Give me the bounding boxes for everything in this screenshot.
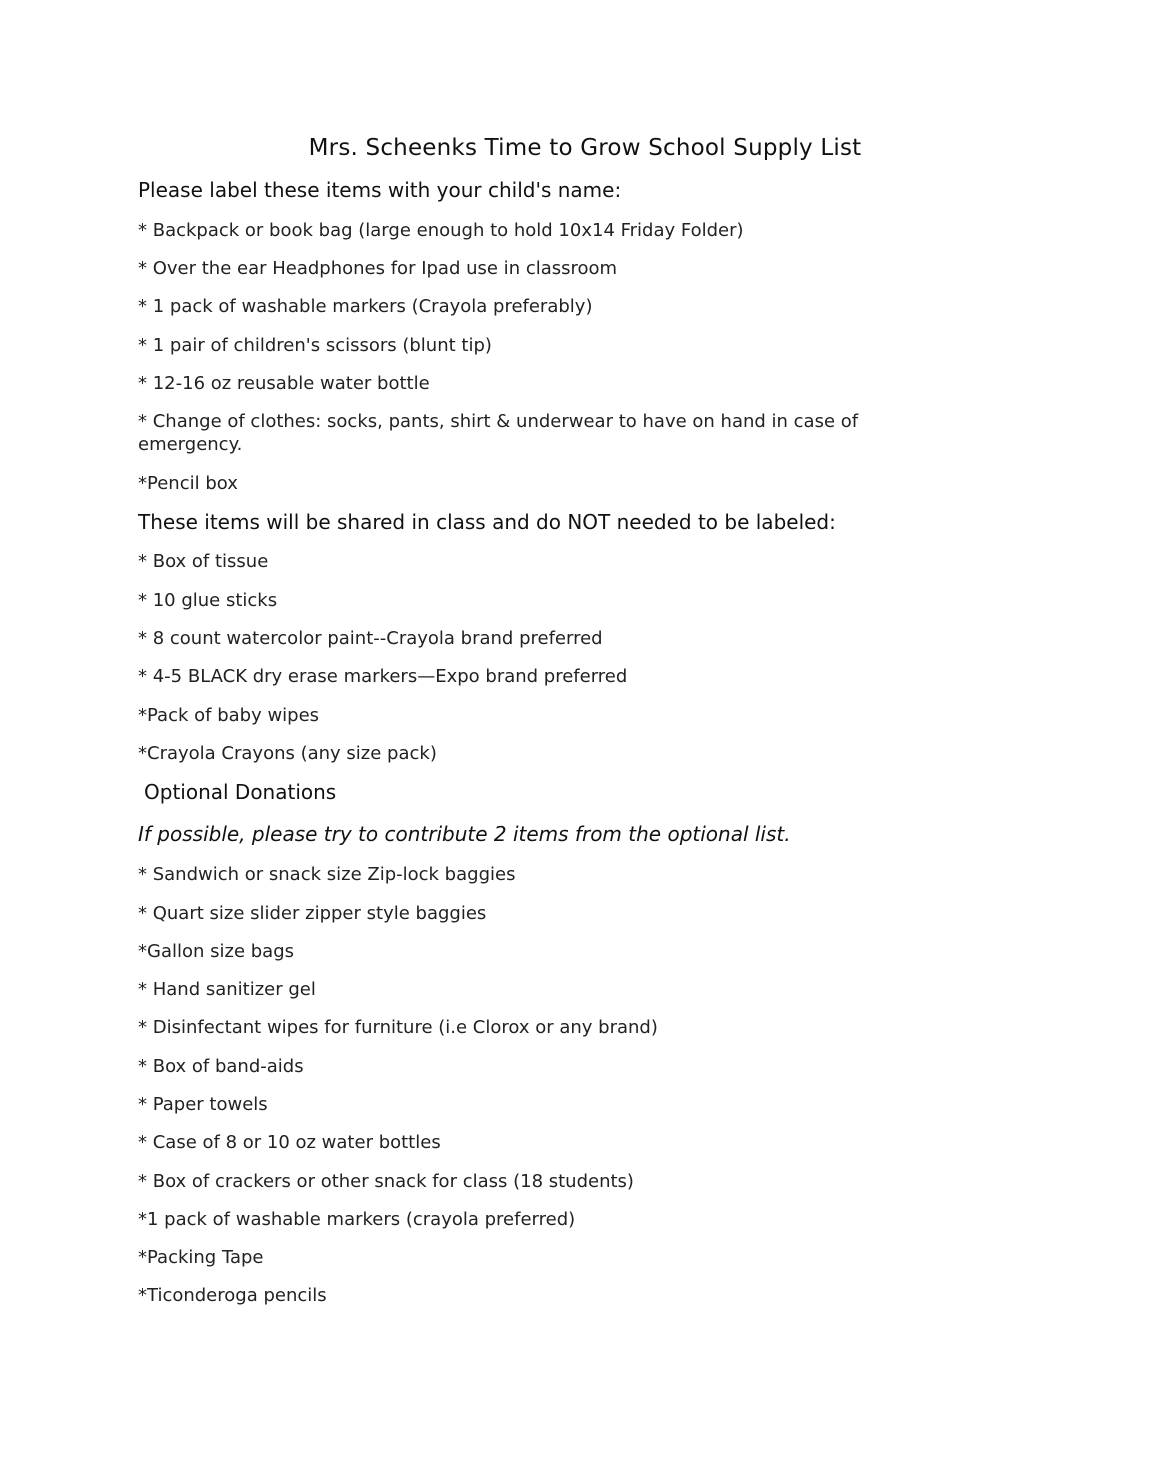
- list-item: * Paper towels: [138, 1094, 268, 1115]
- list-item: *Crayola Crayons (any size pack): [138, 743, 437, 764]
- list-item: * Case of 8 or 10 oz water bottles: [138, 1132, 441, 1153]
- list-item: * 1 pack of washable markers (Crayola preferably): [138, 296, 593, 317]
- list-item: *1 pack of washable markers (crayola preferred): [138, 1209, 576, 1230]
- list-item: *Pencil box: [138, 473, 238, 494]
- list-item: * 1 pair of children's scissors (blunt tip): [138, 335, 492, 356]
- section-heading-labeled: Please label these items with your child's name:: [138, 178, 622, 202]
- list-item: * 8 count watercolor paint--Crayola brand preferred: [138, 628, 603, 649]
- list-item: * Disinfectant wipes for furniture (i.e Clorox or any brand): [138, 1017, 658, 1038]
- list-item: * Hand sanitizer gel: [138, 979, 316, 1000]
- optional-note: If possible, please try to contribute 2 items from the optional list.: [138, 822, 791, 846]
- list-item: *Packing Tape: [138, 1247, 264, 1268]
- section-heading-shared: These items will be shared in class and do NOT needed to be labeled:: [138, 510, 836, 534]
- list-item: * Box of tissue: [138, 551, 269, 572]
- section-heading-optional: Optional Donations: [144, 780, 337, 804]
- list-item: *Gallon size bags: [138, 941, 295, 962]
- list-item: *Ticonderoga pencils: [138, 1285, 327, 1306]
- list-item: * Box of band-aids: [138, 1056, 304, 1077]
- list-item: *Pack of baby wipes: [138, 705, 320, 726]
- list-item: * Over the ear Headphones for Ipad use in classroom: [138, 258, 618, 279]
- list-item: * 12-16 oz reusable water bottle: [138, 373, 430, 394]
- list-item: * Change of clothes: socks, pants, shirt & underwear to have on hand in case of emergency.: [138, 411, 859, 455]
- list-item: * Sandwich or snack size Zip-lock baggies: [138, 864, 516, 885]
- list-item: * Quart size slider zipper style baggies: [138, 903, 487, 924]
- page-title: Mrs. Scheenks Time to Grow School Supply List: [308, 135, 862, 161]
- list-item: * Box of crackers or other snack for class (18 students): [138, 1171, 634, 1192]
- list-item: * Backpack or book bag (large enough to hold 10x14 Friday Folder): [138, 220, 744, 241]
- list-item: * 4-5 BLACK dry erase markers—Expo brand preferred: [138, 666, 628, 687]
- list-item: * 10 glue sticks: [138, 590, 278, 611]
